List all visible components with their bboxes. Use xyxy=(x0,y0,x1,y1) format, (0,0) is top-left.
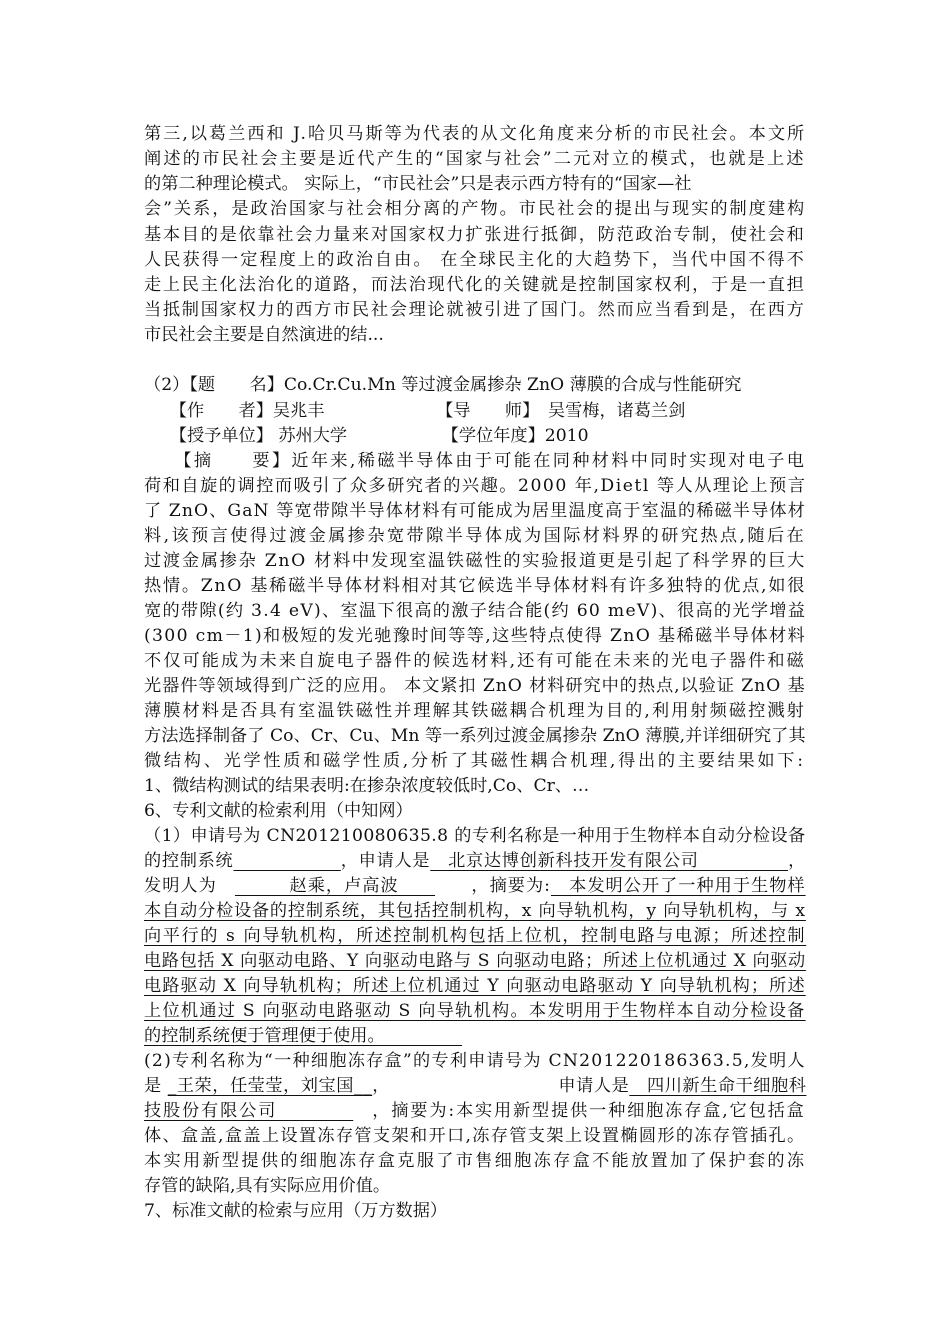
text-segment: 不仅可能成为未来自旋电子器件的候选材料,还有可能在未来的光电子器件和磁 xyxy=(144,651,806,671)
underlined-text: 本发明公开了一种用于生物样 xyxy=(550,876,806,896)
text-line xyxy=(144,574,806,599)
text-segment: 基本目的是依靠社会力量来对国家权力扩张进行抵御，防范政治专制，使社会和 xyxy=(144,225,806,245)
text-segment: 的第二种理论模式。 实际上，“市民社会”只是表示西方特有的“国家—社 xyxy=(144,174,692,194)
text-segment: 是 xyxy=(144,1076,168,1096)
text-line xyxy=(144,499,806,524)
text-segment: 宽的带隙(约 3.4 eV)、室温下很高的激子结合能(约 60 meV)、很高的光学增益 xyxy=(144,601,807,621)
text-segment: 微结构、光学性质和磁学性质,分析了其磁性耦合机理,得出的主要结果如下: xyxy=(144,751,806,771)
text-segment: 第三,以葛兰西和 J.哈贝马斯等为代表的从文化角度来分析的市民社会。本文所 xyxy=(144,124,807,144)
text-segment: 走上民主化法治化的道路，而法治现代化的关键就是控制国家权利，于是一直担 xyxy=(144,275,806,295)
text-segment: 【作 者】吴兆丰 【导 师】 吴雪梅，诸葛兰剑 xyxy=(144,401,686,421)
text-line xyxy=(144,649,806,674)
underlined-text xyxy=(233,851,340,871)
text-segment: 【摘 要】近年来,稀磁半导体由于可能在同种材料中同时实现对电子电 xyxy=(144,451,807,471)
text-line xyxy=(144,197,806,222)
text-line xyxy=(144,924,806,949)
text-line xyxy=(144,373,741,398)
text-line xyxy=(144,1199,447,1224)
text-line xyxy=(144,1074,806,1099)
underlined-text: 电路驱动 X 向导轨机构；所述上位机通过 Y 向驱动电路驱动 Y 向导轨机构；所述 xyxy=(144,976,806,996)
underlined-text: 电路包括 X 向驱动电路、Y 向驱动电路与 S 向驱动电路；所述上位机通过 X 向驱动 xyxy=(144,951,806,971)
text-segment: 7、标准文献的检索与应用（万方数据） xyxy=(144,1201,448,1221)
text-line xyxy=(144,122,806,147)
text-segment: 人民获得一定程度上的政治自由。 在全球民主化的大趋势下，当代中国不得不 xyxy=(144,250,806,270)
text-line xyxy=(144,999,806,1024)
text-segment: 热情。ZnO 基稀磁半导体材料相对其它候选半导体材料有许多独特的优点,如很 xyxy=(144,576,807,596)
text-line xyxy=(144,1099,806,1124)
text-segment: 当抵制国家权力的西方市民社会理论就被引进了国门。然而应当看到是，在西方 xyxy=(144,300,806,320)
text-segment: 6、专利文献的检索利用（中知网） xyxy=(144,801,413,821)
text-line xyxy=(144,799,413,824)
text-segment: （2）【题 名】Co.Cr.Cu.Mn 等过渡金属掺杂 ZnO 薄膜的合成与性能研究 xyxy=(144,375,742,395)
text-segment: ， xyxy=(788,851,806,871)
text-line xyxy=(144,223,806,248)
underlined-text: 向平行的 s 向导轨机构，所述控制机构包括上位机，控制电路与电源；所述控制 xyxy=(144,926,807,946)
text-segment: 会”关系，是政治国家与社会相分离的产物。市民社会的提出与现实的制度建构 xyxy=(144,199,807,219)
text-line xyxy=(144,1174,390,1199)
text-segment: 阐述的市民社会主要是近代产生的“国家与社会”二元对立的模式，也就是上述 xyxy=(144,149,806,169)
underlined-text: 的控制系统便于管理便于使用。 xyxy=(144,1026,462,1046)
text-line xyxy=(144,323,384,348)
text-line xyxy=(144,248,806,273)
underlined-text: 上位机通过 S 向驱动电路驱动 S 向导轨机构。本发明用于生物样本自动分检设备 xyxy=(144,1001,806,1021)
text-line xyxy=(144,1049,806,1074)
text-line xyxy=(144,599,806,624)
underlined-text: 北京达博创新科技开发有限公司 xyxy=(430,851,789,871)
text-segment: 体、盒盖,盒盖上设置冻存管支架和开口,冻存管支架上设置椭圆形的冻存管插孔。 xyxy=(144,1126,806,1146)
text-line xyxy=(144,147,806,172)
text-line xyxy=(144,974,806,999)
text-segment: 的控制系统 xyxy=(144,851,234,871)
text-line xyxy=(144,949,806,974)
text-segment: 市民社会主要是自然演进的结... xyxy=(144,325,384,345)
text-line xyxy=(144,849,806,874)
text-segment: 方法选择制备了 Co、Cr、Cu、Mn 等一系列过渡金属掺杂 ZnO 薄膜,并详细研究了其 xyxy=(144,726,806,746)
text-segment: 发明人为 xyxy=(144,876,235,896)
text-line xyxy=(144,424,589,449)
text-line xyxy=(144,474,806,499)
text-segment: ，摘要为:本实用新型提供一种细胞冻存盒,它包括盒 xyxy=(353,1101,806,1121)
text-line xyxy=(144,1124,805,1149)
text-segment: 光器件等领域得到广泛的应用。 本文紧扣 ZnO 材料研究中的热点,以验证 ZnO 基 xyxy=(144,676,806,696)
text-segment: ，摘要为: xyxy=(435,876,551,896)
text-line xyxy=(144,824,806,849)
text-segment: 薄膜材料是否具有室温铁磁性并理解其铁磁耦合机理为目的,利用射频磁控溅射 xyxy=(144,701,806,721)
underlined-text: 本自动分检设备的控制系统，其包括控制机构，x 向导轨机构，y 向导轨机构，与 x xyxy=(144,901,806,921)
text-segment: 料,该预言使得过渡金属掺杂宽带隙半导体成为国际材料界的研究热点,随后在 xyxy=(144,526,807,546)
text-line xyxy=(144,172,691,197)
text-line xyxy=(144,724,806,749)
text-segment: 【授予单位】 苏州大学 【学位年度】2010 xyxy=(144,426,589,446)
text-segment: 1、微结构测试的结果表明:在掺杂浓度较低时,Co、Cr、… xyxy=(144,776,590,796)
text-line xyxy=(144,1149,806,1174)
text-line xyxy=(144,774,589,799)
text-line xyxy=(144,699,806,724)
text-segment: 了 ZnO、GaN 等宽带隙半导体材料有可能成为居里温度高于室温的稀磁半导体材 xyxy=(144,501,806,521)
text-line xyxy=(144,399,685,424)
text-line xyxy=(144,1024,462,1049)
text-segment: 存管的缺陷,具有实际应用价值。 xyxy=(144,1176,391,1196)
text-segment: ， 申请人是 xyxy=(372,1076,630,1096)
text-segment: (2)专利名称为“一种细胞冻存盒”的专利申请号为 CN201220186363.5,发明人 xyxy=(144,1051,806,1071)
text-segment: ，申请人是 xyxy=(340,851,431,871)
text-segment: 荷和自旋的调控而吸引了众多研究者的兴趣。2000 年,Dietl 等人从理论上预言 xyxy=(144,476,807,496)
text-line xyxy=(144,298,806,323)
text-line xyxy=(144,624,806,649)
underlined-text: 赵乘，卢高波 xyxy=(234,876,436,896)
text-line xyxy=(144,749,806,774)
text-line xyxy=(144,449,806,474)
text-line xyxy=(144,899,806,924)
text-line xyxy=(144,874,806,899)
underlined-text: _王荣，任莹莹，刘宝国__ xyxy=(167,1076,373,1096)
text-line xyxy=(144,549,806,574)
text-segment: （1）申请号为 CN201210080635.8 的专利名称是一种用于生物样本自动分检设备 xyxy=(144,826,806,846)
text-line xyxy=(144,524,806,549)
text-line xyxy=(144,674,806,699)
text-line xyxy=(144,273,806,298)
underlined-text: 四川新生命干细胞科 xyxy=(629,1076,807,1096)
text-segment: 本实用新型提供的细胞冻存盒克服了市售细胞冻存盒不能放置加了保护套的冻 xyxy=(144,1151,807,1171)
text-segment: (300 cm－1)和极短的发光驰豫时间等等,这些特点使得 ZnO 基稀磁半导体材料 xyxy=(144,626,807,646)
text-segment: 过渡金属掺杂 ZnO 材料中发现室温铁磁性的实验报道更是引起了科学界的巨大 xyxy=(144,551,807,571)
underlined-text: 技股份有限公司 xyxy=(144,1101,354,1121)
